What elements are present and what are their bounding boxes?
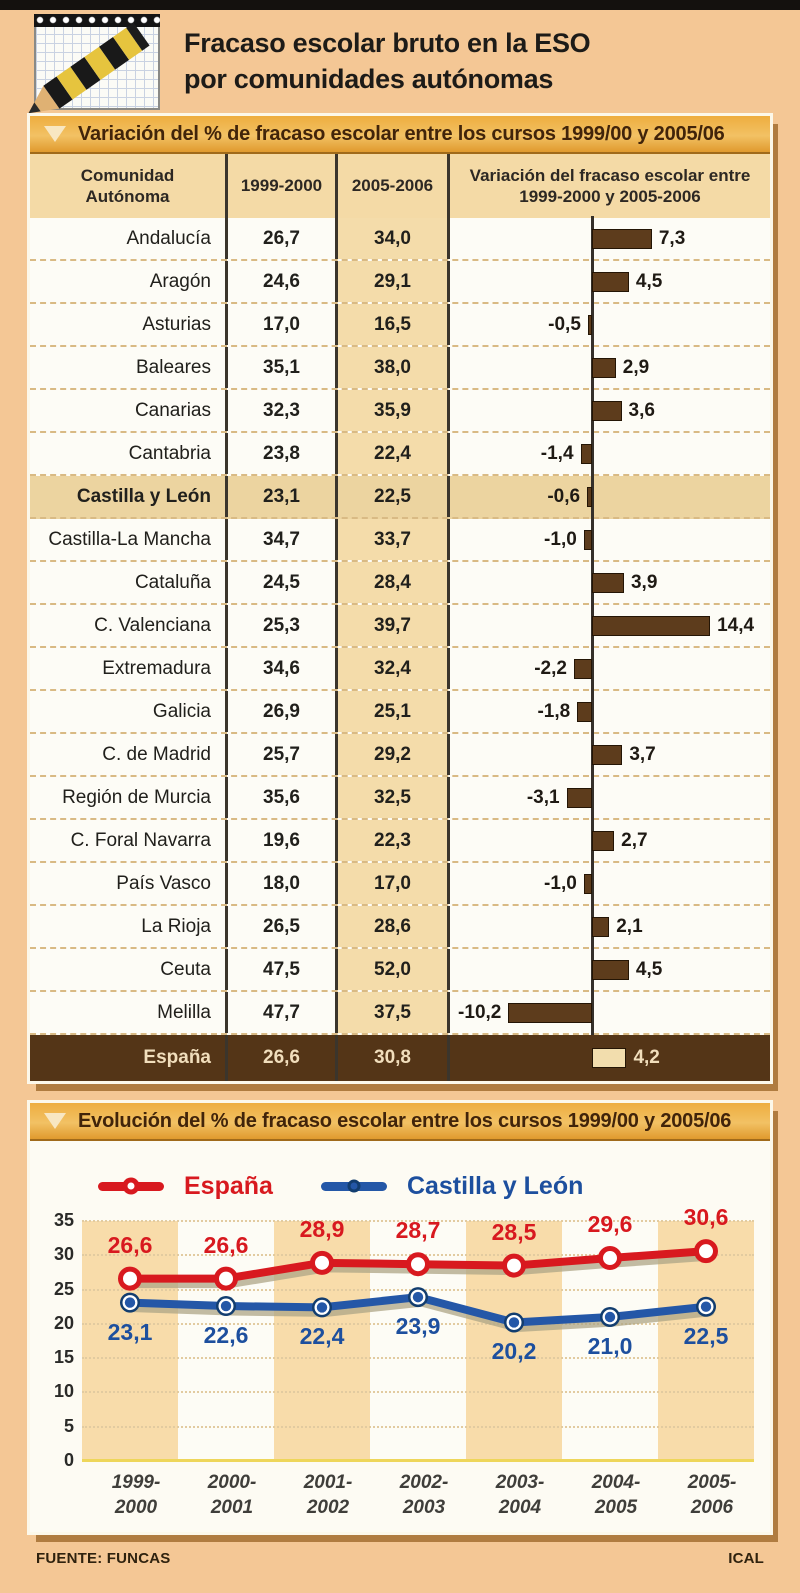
value-2005-2006: 52,0: [338, 949, 450, 990]
variation-value: 4,5: [635, 270, 663, 292]
table-body: [30, 218, 770, 1081]
variation-value: 2,7: [621, 829, 648, 851]
variation-value: 4,5: [635, 958, 663, 980]
value-2005-2006: 28,4: [338, 562, 450, 603]
variation-bar: [592, 616, 710, 636]
variation-bar-cell: [450, 1035, 770, 1081]
castilla-point-label: 22,6: [203, 1322, 249, 1349]
espana-legend-marker-icon: [98, 1182, 164, 1191]
variation-bar: [587, 487, 592, 507]
espana-point-label: 26,6: [203, 1231, 249, 1258]
value-2005-2006: 22,5: [338, 476, 450, 517]
variation-bar: [592, 401, 622, 421]
row-label: C. Foral Navarra: [30, 820, 228, 861]
top-border: [0, 0, 800, 10]
y-tick-label: 10: [53, 1381, 74, 1402]
row-label: C. Valenciana: [30, 605, 228, 646]
value-2005-2006: 28,6: [338, 906, 450, 947]
variation-bar: [577, 702, 592, 722]
variation-bar: [581, 444, 592, 464]
espana-point-label: 26,6: [107, 1231, 153, 1258]
table-row: [30, 820, 770, 863]
table-row: [30, 605, 770, 648]
value-2005-2006: 22,3: [338, 820, 450, 861]
variation-bar: [592, 1048, 626, 1068]
table-row: [30, 906, 770, 949]
variation-bar-cell: [450, 519, 770, 560]
y-tick-label: 30: [53, 1244, 74, 1265]
variation-bar-cell: [450, 261, 770, 302]
x-tick-label: 2004- 2005: [591, 1472, 641, 1518]
value-1999-2000: 34,7: [228, 519, 338, 560]
y-tick-label: 20: [53, 1312, 74, 1333]
row-label: Melilla: [30, 992, 228, 1033]
triangle-down-icon: [44, 126, 66, 142]
legend-label-espana: España: [184, 1171, 273, 1200]
variation-bar-cell: [450, 433, 770, 474]
variation-value: 4,2: [633, 1047, 660, 1068]
table-row: [30, 562, 770, 605]
variation-bar-cell: [450, 734, 770, 775]
value-2005-2006: 38,0: [338, 347, 450, 388]
x-tick-label: 1999- 2000: [111, 1472, 161, 1518]
variation-bar-cell: [450, 562, 770, 603]
page-header: [0, 10, 800, 116]
variation-bar-cell: [450, 691, 770, 732]
variation-value: -1,0: [544, 528, 577, 550]
column-header-1999-2000: 1999-2000: [228, 154, 338, 218]
row-label: C. de Madrid: [30, 734, 228, 775]
value-2005-2006: 16,5: [338, 304, 450, 345]
castilla-point-label: 21,0: [587, 1333, 633, 1359]
row-label: España: [30, 1035, 228, 1081]
y-tick-label: 5: [63, 1415, 74, 1436]
page-title-line1: Fracaso escolar bruto en la ESO: [184, 28, 591, 58]
value-1999-2000: 25,3: [228, 605, 338, 646]
variation-value: -1,0: [544, 872, 577, 894]
variation-bar: [592, 831, 614, 851]
y-tick-label: 0: [63, 1450, 74, 1470]
value-1999-2000: 24,5: [228, 562, 338, 603]
table-row: [30, 777, 770, 820]
value-2005-2006: 34,0: [338, 218, 450, 259]
value-1999-2000: 19,6: [228, 820, 338, 861]
castilla-point-label: 22,4: [299, 1323, 345, 1350]
row-label: Castilla-La Mancha: [30, 519, 228, 560]
x-tick-label: 2001- 2002: [303, 1472, 353, 1518]
y-axis: [36, 1210, 82, 1470]
variation-bar-cell: [450, 820, 770, 861]
variation-value: -0,6: [547, 485, 581, 507]
row-label: Cantabria: [30, 433, 228, 474]
value-2005-2006: 37,5: [338, 992, 450, 1033]
espana-point-label: 29,6: [587, 1211, 633, 1238]
table-row-total-espana: [30, 1035, 770, 1081]
castilla-point-label: 23,9: [395, 1313, 441, 1340]
variation-value: 3,7: [629, 743, 656, 765]
variation-bar-cell: [450, 476, 770, 517]
variation-bar-cell: [450, 949, 770, 990]
espana-point-label: 28,5: [491, 1218, 537, 1245]
row-label: Castilla y León: [30, 476, 228, 517]
value-1999-2000: 25,7: [228, 734, 338, 775]
variation-bar-cell: [450, 906, 770, 947]
variation-bar: [584, 874, 592, 894]
column-header-comunidad: Comunidad Autónoma: [30, 154, 228, 218]
variation-bar: [592, 745, 622, 765]
variation-bar: [574, 659, 592, 679]
value-1999-2000: 23,1: [228, 476, 338, 517]
value-2005-2006: 29,1: [338, 261, 450, 302]
row-label: Región de Murcia: [30, 777, 228, 818]
value-2005-2006: 32,4: [338, 648, 450, 689]
variation-bar: [592, 960, 629, 980]
value-2005-2006: 25,1: [338, 691, 450, 732]
table-row: [30, 304, 770, 347]
row-label: Canarias: [30, 390, 228, 431]
table-row: [30, 992, 770, 1035]
source-label: FUENTE: FUNCAS: [36, 1550, 171, 1568]
footer: [0, 1550, 800, 1567]
value-1999-2000: 34,6: [228, 648, 338, 689]
page-title-line2: por comunidades autónomas: [184, 63, 554, 94]
pencil-notepad-icon: [34, 14, 160, 110]
espana-point-label: 28,7: [395, 1217, 441, 1244]
value-2005-2006: 35,9: [338, 390, 450, 431]
column-header-2005-2006: 2005-2006: [338, 154, 450, 218]
value-1999-2000: 26,6: [228, 1035, 338, 1081]
variation-bar: [592, 272, 629, 292]
legend-label-castilla: Castilla y León: [406, 1171, 584, 1200]
variation-bar-cell: [450, 992, 770, 1033]
value-1999-2000: 23,8: [228, 433, 338, 474]
row-label: Galicia: [30, 691, 228, 732]
value-1999-2000: 18,0: [228, 863, 338, 904]
row-label: Extremadura: [30, 648, 228, 689]
page-title: [184, 14, 590, 97]
value-2005-2006: 39,7: [338, 605, 450, 646]
y-tick-label: 35: [53, 1210, 74, 1230]
table-row: [30, 390, 770, 433]
castilla-point-label: 22,5: [683, 1322, 729, 1349]
variation-table-panel: [30, 116, 770, 1081]
variation-bar-cell: [450, 304, 770, 345]
variation-bar: [592, 917, 609, 937]
table-row: [30, 433, 770, 476]
variation-value: -0,5: [548, 313, 581, 335]
value-1999-2000: 47,7: [228, 992, 338, 1033]
variation-value: 2,9: [622, 356, 650, 378]
variation-bar: [584, 530, 592, 550]
variation-bar: [592, 573, 624, 593]
x-tick-label: 2000- 2001: [207, 1472, 257, 1518]
variation-value: -3,1: [526, 786, 560, 808]
variation-value: 3,9: [630, 571, 658, 593]
variation-value: -1,8: [537, 700, 571, 722]
value-1999-2000: 26,9: [228, 691, 338, 732]
evolution-chart-panel: [30, 1103, 770, 1532]
variation-bar-cell: [450, 863, 770, 904]
value-2005-2006: 17,0: [338, 863, 450, 904]
pencil-icon: [16, 13, 160, 129]
variation-value: -1,4: [540, 442, 574, 464]
castilla-point-label: 23,1: [107, 1318, 153, 1345]
row-label: Andalucía: [30, 218, 228, 259]
variation-value: 7,3: [658, 227, 686, 249]
table-row: [30, 648, 770, 691]
table-row: [30, 218, 770, 261]
value-1999-2000: 24,6: [228, 261, 338, 302]
x-tick-label: 2005- 2006: [687, 1472, 737, 1518]
row-label: Asturias: [30, 304, 228, 345]
variation-bar-cell: [450, 347, 770, 388]
value-1999-2000: 26,7: [228, 218, 338, 259]
row-label: La Rioja: [30, 906, 228, 947]
variation-value: -10,2: [458, 1001, 502, 1023]
table-row: [30, 734, 770, 777]
table-row: [30, 347, 770, 390]
chart-legend: [36, 1151, 770, 1221]
value-1999-2000: 47,5: [228, 949, 338, 990]
value-2005-2006: 22,4: [338, 433, 450, 474]
series-lines: [82, 1218, 754, 1461]
variation-bar: [508, 1003, 592, 1023]
plot-area: [82, 1204, 754, 1461]
table-header-row: [30, 154, 770, 218]
variation-bar: [592, 229, 652, 249]
table-row: [30, 691, 770, 734]
value-1999-2000: 35,1: [228, 347, 338, 388]
credit-label: ICAL: [728, 1550, 764, 1568]
chart-section-header: [30, 1103, 770, 1141]
value-1999-2000: 26,5: [228, 906, 338, 947]
table-row: [30, 949, 770, 992]
table-row: [30, 519, 770, 562]
y-tick-label: 25: [53, 1278, 74, 1299]
value-2005-2006: 32,5: [338, 777, 450, 818]
table-section-title: Variación del % de fracaso escolar entre los cursos 1999/00 y 2005/06: [78, 122, 725, 145]
triangle-down-icon: [44, 1113, 66, 1129]
x-tick-label: 2003- 2004: [495, 1472, 545, 1518]
table-row: [30, 476, 770, 519]
x-tick-label: 2002- 2003: [399, 1472, 449, 1518]
variation-value: -2,2: [534, 657, 567, 679]
variation-value: 14,4: [717, 614, 755, 636]
castilla-legend-marker-icon: [321, 1182, 387, 1191]
y-tick-label: 15: [53, 1347, 74, 1368]
espana-point-label: 28,9: [299, 1215, 345, 1242]
variation-bar-cell: [450, 605, 770, 646]
castilla-point-label: 20,2: [491, 1338, 537, 1365]
variation-bar-cell: [450, 648, 770, 689]
chart-section-title: Evolución del % de fracaso escolar entre los cursos 1999/00 y 2005/06: [78, 1109, 732, 1132]
value-1999-2000: 17,0: [228, 304, 338, 345]
value-2005-2006: 33,7: [338, 519, 450, 560]
row-label: Aragón: [30, 261, 228, 302]
variation-bar: [567, 788, 592, 808]
value-2005-2006: 30,8: [338, 1035, 450, 1081]
espana-point-label: 30,6: [683, 1204, 729, 1231]
value-1999-2000: 32,3: [228, 390, 338, 431]
row-label: Ceuta: [30, 949, 228, 990]
x-axis: [88, 1471, 770, 1520]
row-label: País Vasco: [30, 863, 228, 904]
variation-bar: [588, 315, 592, 335]
table-section-header: [30, 116, 770, 154]
table-row: [30, 261, 770, 304]
variation-bar-cell: [450, 777, 770, 818]
variation-value: 2,1: [616, 915, 643, 937]
value-1999-2000: 35,6: [228, 777, 338, 818]
value-2005-2006: 29,2: [338, 734, 450, 775]
row-label: Baleares: [30, 347, 228, 388]
column-header-variacion: Variación del fracaso escolar entre 1999-2000 y 2005-2006: [469, 165, 751, 206]
variation-bar: [592, 358, 616, 378]
variation-bar-cell: [450, 218, 770, 259]
variation-value: 3,6: [628, 399, 655, 421]
table-row: [30, 863, 770, 906]
line-chart: [30, 1141, 770, 1532]
variation-bar-cell: [450, 390, 770, 431]
row-label: Cataluña: [30, 562, 228, 603]
